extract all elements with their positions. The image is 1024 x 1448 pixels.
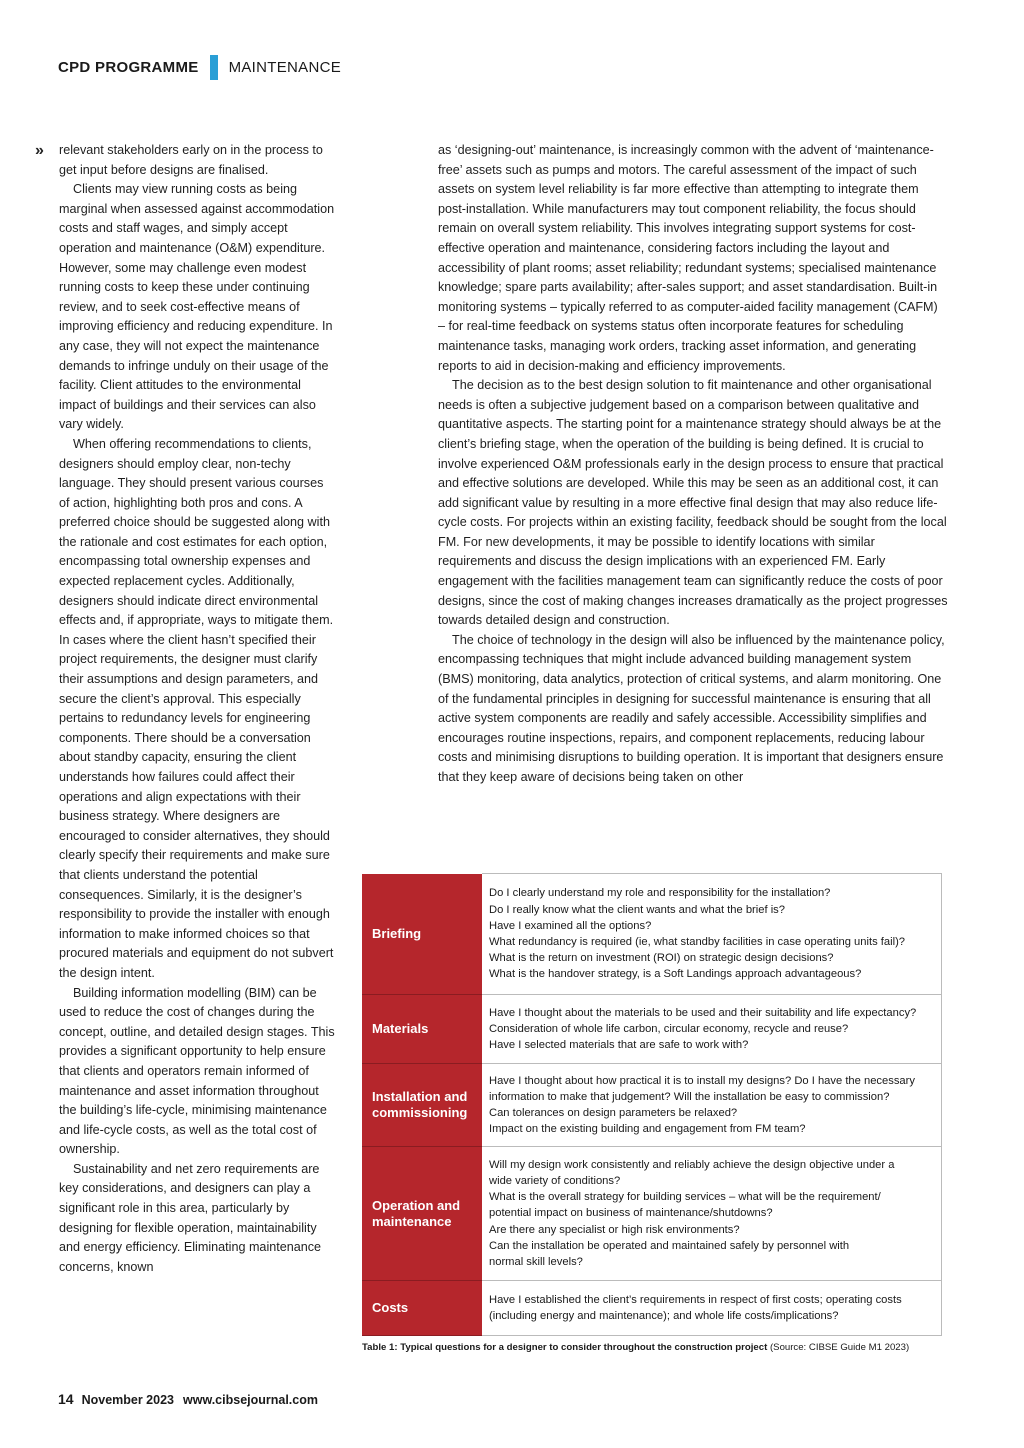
header-divider-bar (210, 55, 218, 80)
category-cell: Operation and maintenance (362, 1147, 482, 1281)
website-url: www.cibsejournal.com (183, 1393, 318, 1407)
continued-arrow-icon: » (35, 142, 44, 159)
page-header (58, 55, 341, 79)
question: Can tolerances on design parameters be relaxed? (489, 1107, 738, 1119)
left-column (59, 141, 335, 1277)
paragraph: The choice of technology in the design will also be influenced by the maintenance policy, encompassing techniques that might include advanced building management system (BMS) monitoring, data analytics, protection of critical systems, and alarm monitoring. One of the fundamental principles in designing for successful maintenance is ensuring that all active system components are readily and safely accessible. Accessibility simplifies and encourages routine inspections, repairs, and component replacements, reducing labour costs and minimising disruptions to building operation. It is important that designers ensure that they keep aware of decisions being taken on other (438, 632, 945, 784)
question: wide variety of conditions? (489, 1174, 621, 1187)
question: Do I clearly understand my role and responsibility for the installation? (489, 887, 831, 900)
question: Have I thought about how practical it is to install my designs? Do I have the necessary (489, 1074, 915, 1087)
questions-table (362, 873, 942, 1336)
question: information to make that judgement? Will the installation be easy to commission? (489, 1090, 890, 1103)
paragraph: Clients may view running costs as being marginal when assessed against accommodation costs and staff wages, and simply accept operation and maintenance (O&M) expenditure. However, some may challenge even modest running costs to keep these under continuing review, and to seek cost-effective means of improving efficiency and reducing expenditure. In any case, they will not expect the maintenance demands to infringe unduly on their usage of the facility. Client attitudes to the environmental impact of buildings and their services can also vary widely. (59, 182, 335, 432)
paragraph: Sustainability and net zero requirements are key considerations, and designers can play a significant role in this area, particularly by designing for flexible operation, maintainability and energy efficiency. Eliminating maintenance concerns, known (59, 1161, 322, 1274)
questions-cell (482, 1281, 942, 1336)
table-row (362, 995, 942, 1064)
question: Can the installation be operated and maintained safely by personnel with (489, 1239, 850, 1252)
questions-cell (482, 1064, 942, 1147)
questions-cell (482, 1147, 942, 1281)
question: Have I established the client’s requirements in respect of first costs; operating costs (489, 1293, 902, 1306)
question: What is the overall strategy for building services – what will be the requirement/ (489, 1191, 881, 1204)
page-footer (58, 1391, 318, 1407)
question: Will my design work consistently and reliably achieve the design objective under a (489, 1158, 895, 1171)
question: Are there any specialist or high risk environments? (489, 1223, 740, 1236)
caption-title: Table 1: Typical questions for a designer to consider throughout the construction project (362, 1342, 768, 1353)
table-row (362, 874, 942, 995)
table-caption (362, 1342, 909, 1353)
question: potential impact on business of maintenance/shutdowns? (489, 1207, 773, 1220)
category-cell: Materials (362, 995, 482, 1064)
category-cell: Installation and commissioning (362, 1064, 482, 1147)
paragraph: relevant stakeholders early on in the process to get input before designs are finalised. (59, 143, 323, 177)
question: What redundancy is required (ie, what standby facilities in case operating units fail)? (489, 936, 906, 948)
question: What is the return on investment (ROI) on strategic design decisions? (489, 952, 834, 965)
table-row (362, 1147, 942, 1281)
category-cell: Briefing (362, 874, 482, 995)
programme-label: CPD PROGRAMME (58, 58, 199, 76)
table-row (362, 1281, 942, 1336)
question: Have I thought about the materials to be used and their suitability and life expectancy? (489, 1006, 917, 1019)
right-column (438, 141, 948, 788)
question: Have I selected materials that are safe to work with? (489, 1039, 749, 1052)
questions-cell (482, 874, 942, 995)
paragraph: When offering recommendations to clients, designers should employ clear, non-techy language. They should present various courses of action, highlighting both pros and cons. A preferred choice should be suggested along with the rationale and cost estimates for each option, encompassing total ownership expenses and expected replacement cycles. Additionally, designers should indicate direct environmental effects and, if appropriate, ways to mitigate them. In cases where the client hasn’t specified their project requirements, the designer must clarify their assumptions and design parameters, and secure the client’s approval. This especially pertains to redundancy levels for engineering components. There should be a conversation about standby capacity, ensuring the client understands how failures could affect their operations and align expectations with their business strategy. Where designers are encouraged to consider alternatives, they should clearly specify their requirements and make sure that clients understand the potential consequences. Similarly, it is the designer’s responsibility to provide the installer with enough information to make informed choices so that procured materials and equipment do not subvert the design intent. (59, 436, 334, 980)
question: Have I examined all the options? (489, 919, 652, 932)
question: normal skill levels? (489, 1256, 583, 1268)
question: Do I really know what the client wants and what the brief is? (489, 903, 785, 916)
paragraph: as ‘designing-out’ maintenance, is increasingly common with the advent of ‘maintenance-free’ assets such as pumps and motors. The careful assessment of the impact of such assets on system level reliability is far more effective than attempting to integrate them post-installation. While manufacturers may tout component reliability, the focus should remain on overall system reliability. This involves integrating support systems for cost-effective operation and maintenance, considering factors including the layout and accessibility of plant rooms; asset reliability; redundant systems; specialised maintenance knowledge; spare parts availability; after-sales support; and asset standardisation. Built-in monitoring systems – typically referred to as computer-aided facility management (CAFM) – for real-time feedback on systems status often incorporate features for scheduling maintenance tasks, managing work orders, tracking asset information, and generating reports to aid in decision-making and efficiency improvements. (438, 143, 938, 373)
questions-cell (482, 995, 942, 1064)
table-row (362, 1064, 942, 1147)
paragraph: Building information modelling (BIM) can be used to reduce the cost of changes during the concept, outline, and detailed design stages. This provides a significant opportunity to help ensure that clients and operators remain informed of maintenance and asset information throughout the building’s life-cycle, minimising maintenance and life-cycle costs, as well as the total cost of ownership. (59, 985, 335, 1157)
question: (including energy and maintenance); and whole life costs/implications? (489, 1310, 839, 1322)
question: Consideration of whole life carbon, circular economy, recycle and reuse? (489, 1022, 849, 1035)
category-cell: Costs (362, 1281, 482, 1336)
issue-date: November 2023 (81, 1393, 174, 1407)
question: What is the handover strategy, is a Soft Landings approach advantageous? (489, 968, 862, 981)
page-number: 14 (58, 1391, 74, 1407)
section-label: MAINTENANCE (228, 58, 342, 76)
paragraph: The decision as to the best design solution to fit maintenance and other organisational needs is often a subjective judgement based on a comparison between qualitative and quantitative aspects. The starting point for a maintenance strategy should always be at the client’s briefing stage, when the operation of the building is being defined. It is crucial to involve experienced O&M professionals early in the design process to ensure that practical and effective solutions are developed. While this may be seen as an additional cost, it can add significant value by resulting in a more effective final design that may also reduce life-cycle costs. For projects within an existing facility, feedback should be sought from the local FM. For new developments, it may be possible to identify locations with similar requirements and discuss the design implications with an experienced FM. Early engagement with the facilities management team can significantly reduce the costs of poor designs, since the cost of making changes increases dramatically as the project progresses towards detailed design and construction. (438, 378, 948, 628)
question: Impact on the existing building and engagement from FM team? (489, 1123, 806, 1136)
caption-source: (Source: CIBSE Guide M1 2023) (769, 1342, 910, 1353)
